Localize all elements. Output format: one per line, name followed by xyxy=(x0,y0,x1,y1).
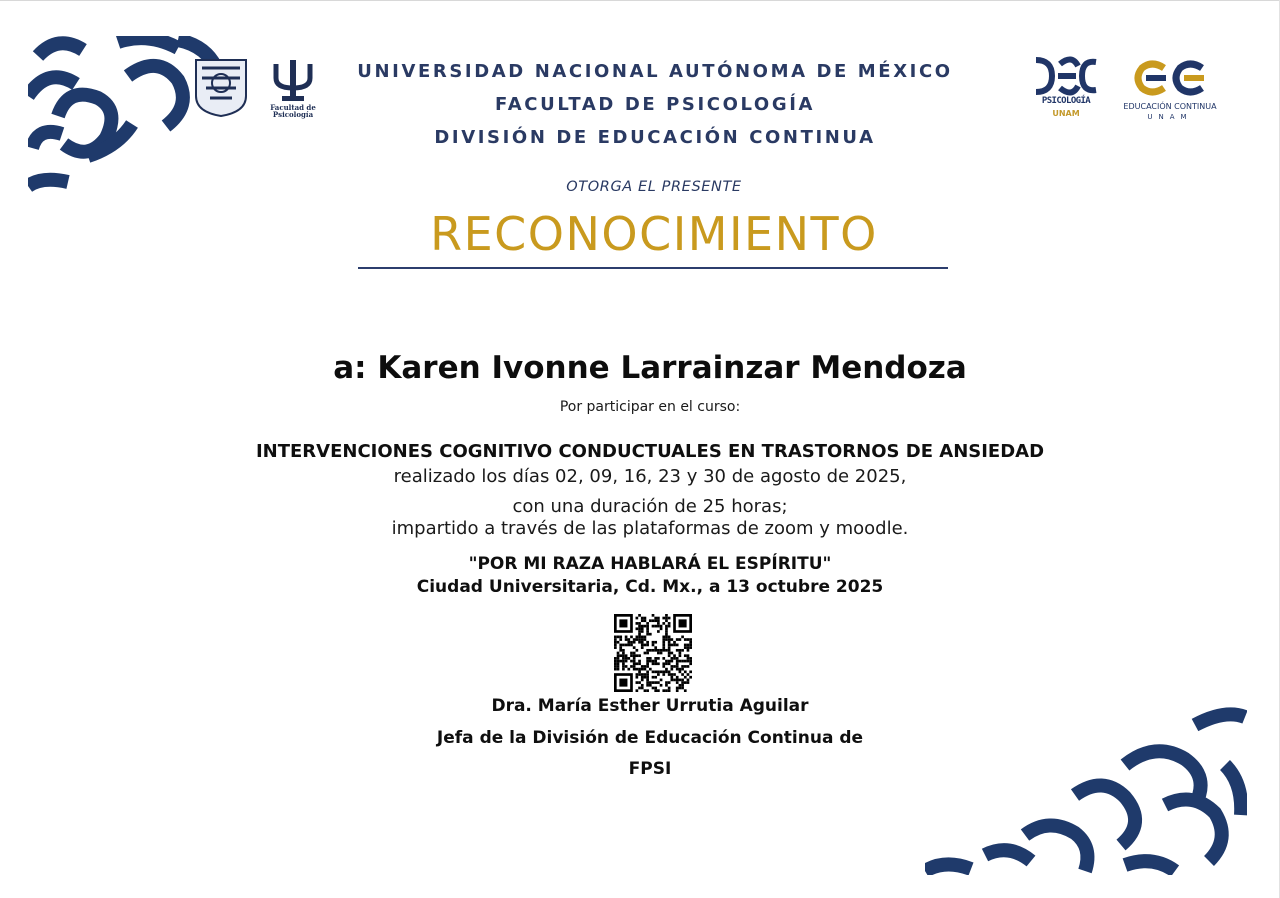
grants-text: OTORGA EL PRESENTE xyxy=(566,179,742,195)
dec-unam-text: UNAM xyxy=(1052,109,1080,118)
ec-unam-text: UNAM xyxy=(1147,113,1193,121)
division-name: DIVISIÓN DE EDUCACIÓN CONTINUA xyxy=(434,127,876,148)
title-underline xyxy=(358,267,948,269)
signer-position: Jefa de la División de Educación Continua de xyxy=(436,728,864,748)
qr-code[interactable] xyxy=(614,614,692,692)
ec-circles-icon xyxy=(1118,58,1222,98)
dec-psicologia-text: PSICOLOGÍA xyxy=(1041,96,1091,106)
dec-letters-icon xyxy=(1030,56,1102,96)
recipient-name: a: Karen Ivonne Larrainzar Mendoza xyxy=(333,350,967,386)
university-motto: "POR MI RAZA HABLARÁ EL ESPÍRITU" xyxy=(468,554,832,574)
signer-position-line2: FPSI xyxy=(628,759,672,779)
ec-text: EDUCACIÓN CONTINUA xyxy=(1123,102,1217,111)
course-name: INTERVENCIONES COGNITIVO CONDUCTUALES EN TRASTORNOS DE ANSIEDAD xyxy=(255,441,1045,462)
top-border xyxy=(0,0,1280,1)
place-and-date: Ciudad Universitaria, Cd. Mx., a 13 octubre 2025 xyxy=(416,577,884,597)
faculty-name: FACULTAD DE PSICOLOGÍA xyxy=(494,94,816,115)
facultad-caption: Facultad de Psicología xyxy=(270,103,316,119)
certificate-title: RECONOCIMIENTO xyxy=(430,207,878,261)
course-platform: impartido a través de las plataformas de zoom y moodle. xyxy=(391,518,909,539)
reason-text: Por participar en el curso: xyxy=(559,399,741,415)
unam-shield-logo xyxy=(192,56,250,118)
signer-name: Dra. María Esther Urrutia Aguilar xyxy=(491,696,809,716)
course-duration: con una duración de 25 horas; xyxy=(512,496,788,517)
institution-name: UNIVERSIDAD NACIONAL AUTÓNOMA DE MÉXICO xyxy=(357,61,953,82)
course-dates: realizado los días 02, 09, 16, 23 y 30 de agosto de 2025, xyxy=(393,466,907,487)
educacion-continua-logo xyxy=(1118,58,1222,128)
dec-psicologia-logo xyxy=(1030,56,1102,126)
